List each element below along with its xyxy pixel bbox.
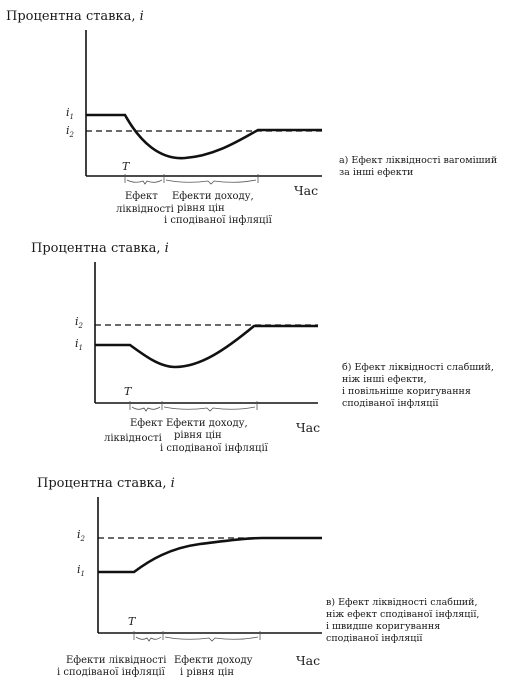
panel-b-caption-4: сподіваної інфляції bbox=[342, 398, 439, 409]
panel-c bbox=[37, 476, 479, 678]
panel-b-effect-left-2: ліквідності bbox=[104, 433, 162, 444]
panel-b-lower-label: $i_1$ bbox=[75, 337, 83, 352]
panel-a-rate-curve bbox=[86, 115, 322, 158]
panel-a-title: Процентна ставка, i bbox=[6, 9, 144, 24]
panel-a-effect-left-1: Ефект bbox=[125, 191, 158, 202]
panel-b-caption-1: б) Ефект ліквідності слабший, bbox=[342, 362, 494, 373]
panel-c-effect-left-2: і сподіваної інфляції bbox=[57, 667, 165, 678]
panel-c-time-label: Час bbox=[296, 653, 321, 668]
panel-b-time-label: Час bbox=[296, 420, 321, 435]
panel-a-effect-right-2: рівня цін bbox=[177, 203, 225, 214]
panel-c-caption-1: в) Ефект ліквідності слабший, bbox=[326, 597, 478, 608]
panel-c-lower-label: $i_1$ bbox=[77, 563, 85, 578]
panel-c-effect-right-1: Ефекти доходу bbox=[174, 655, 253, 666]
panel-b-upper-label: $i_2$ bbox=[75, 315, 83, 330]
panel-a-caption-1: а) Ефект ліквідності вагоміший bbox=[339, 155, 498, 166]
panel-b bbox=[31, 241, 494, 454]
panel-c-title: Процентна ставка, i bbox=[37, 476, 175, 491]
panel-b-effect-right-1: Ефекти доходу, bbox=[166, 418, 248, 429]
panel-a-effect-right-3: і сподіваної інфляції bbox=[164, 215, 272, 226]
panel-b-effect-right-2: рівня цін bbox=[174, 430, 222, 441]
panel-b-caption-3: і повільніше коригування bbox=[342, 386, 471, 397]
panel-a bbox=[6, 9, 497, 226]
panel-a-time-label: Час bbox=[294, 183, 319, 198]
panel-b-t-label: T bbox=[124, 385, 132, 398]
panel-c-caption-2: ніж ефект сподіваної інфляції, bbox=[326, 609, 480, 620]
panel-b-effect-right-3: і сподіваної інфляції bbox=[160, 443, 268, 454]
panel-c-effect-right-2: і рівня цін bbox=[180, 667, 235, 678]
panel-c-upper-label: $i_2$ bbox=[77, 528, 85, 543]
panel-b-caption-2: ніж інші ефекти, bbox=[342, 374, 427, 385]
panel-a-effect-left-2: ліквідності bbox=[116, 204, 174, 215]
panel-c-caption-3: і швидше коригування bbox=[326, 621, 441, 632]
panel-a-effect-right-1: Ефекти доходу, bbox=[172, 191, 254, 202]
panel-a-lower-label: $i_2$ bbox=[66, 124, 74, 139]
panel-a-t-label: T bbox=[122, 160, 130, 173]
panel-c-caption-4: сподіваної інфляції bbox=[326, 633, 423, 644]
panel-c-t-label: T bbox=[128, 615, 136, 628]
panel-a-caption-2: за інші ефекти bbox=[339, 167, 414, 178]
panel-b-title: Процентна ставка, i bbox=[31, 241, 169, 256]
panel-b-effect-left-1: Ефект bbox=[130, 418, 163, 429]
panel-a-upper-label: $i_1$ bbox=[66, 106, 74, 121]
panel-b-rate-curve bbox=[95, 326, 318, 367]
panel-c-rate-curve bbox=[98, 538, 322, 572]
panel-c-effect-left-1: Ефекти ліквідності bbox=[66, 655, 167, 666]
